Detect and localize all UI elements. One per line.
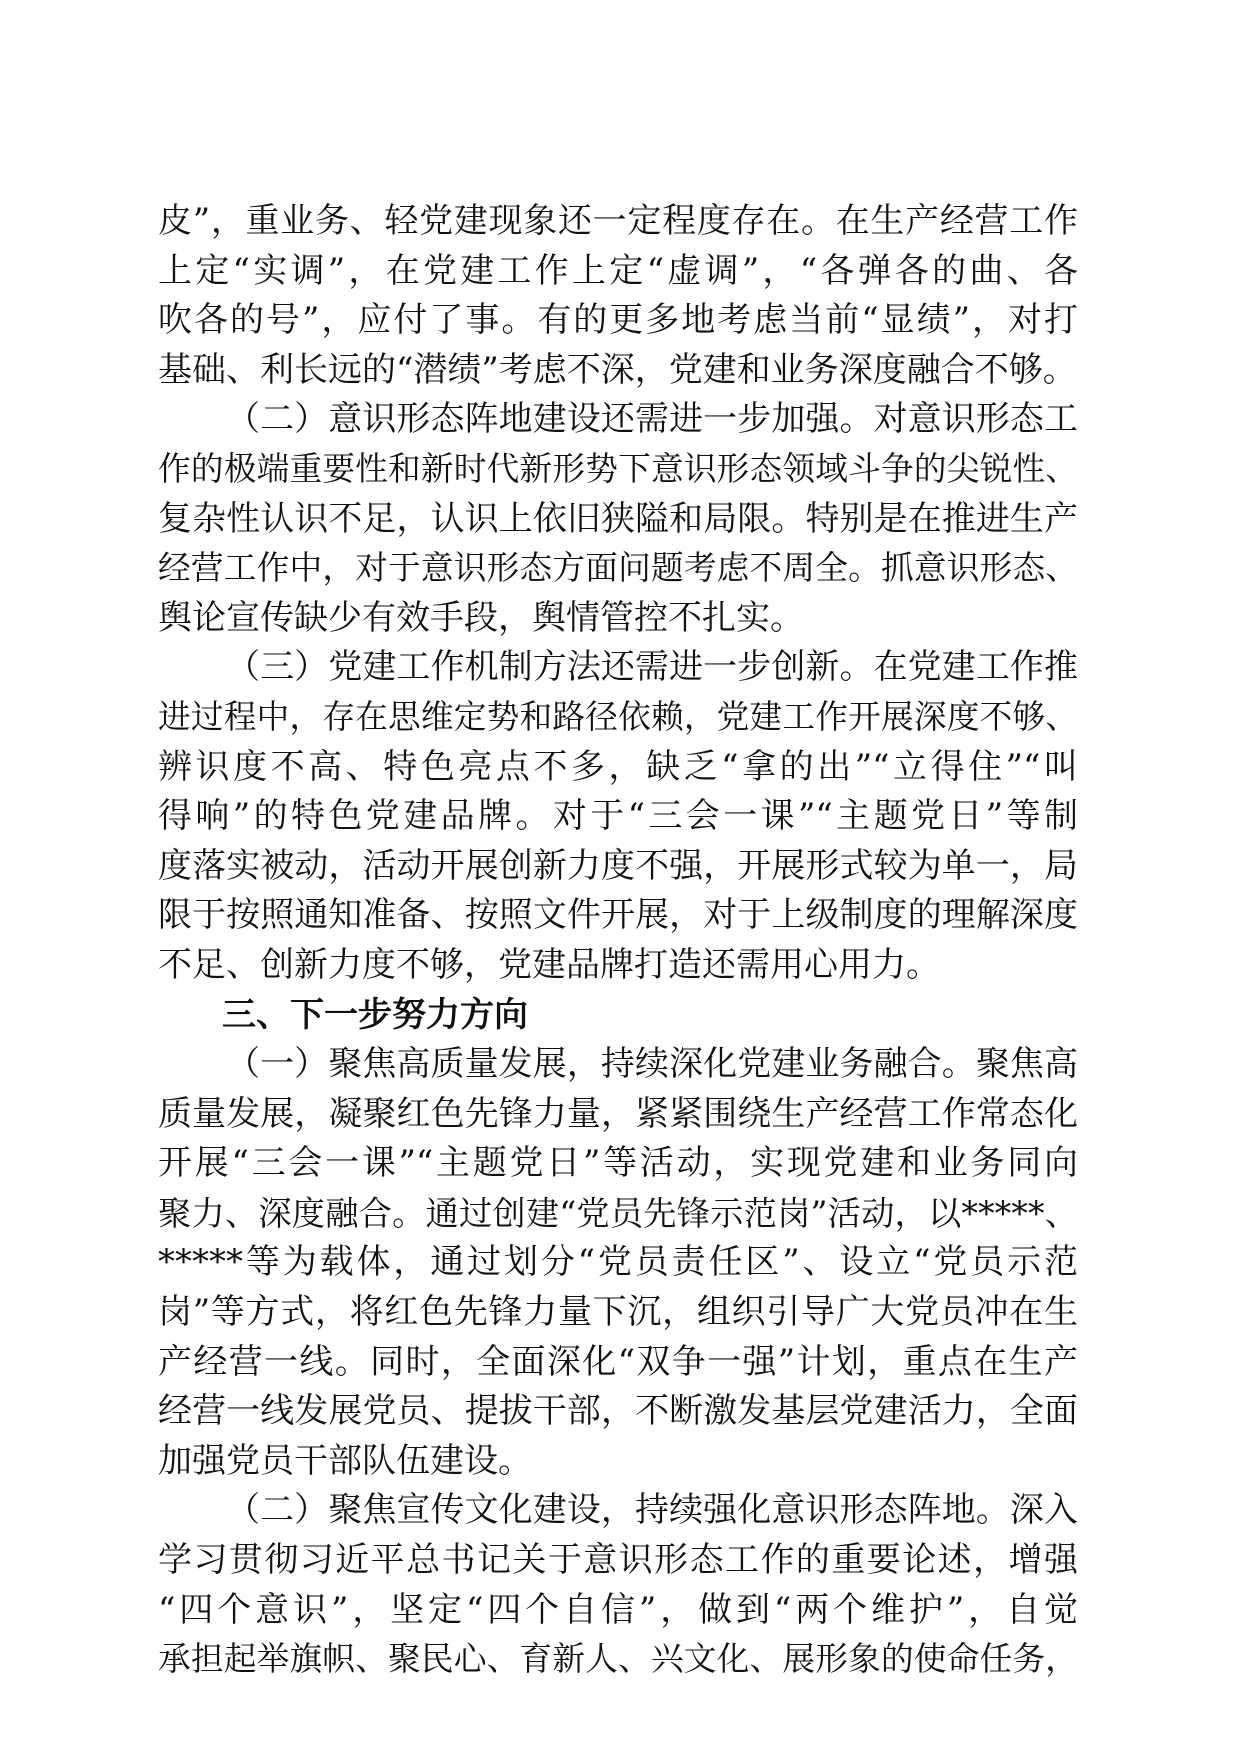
text-line: 作的极端重要性和新时代新形势下意识形态领域斗争的尖锐性、 xyxy=(158,449,1078,488)
text-line: 不足、创新力度不够，党建品牌打造还需用心用力。 xyxy=(158,944,940,985)
text-line: *****等为载体，通过划分“党员责任区”、设立“党员示范 xyxy=(158,1242,1078,1283)
text-line: 聚力、深度融合。通过创建“党员先锋示范岗”活动，以*****、 xyxy=(158,1193,1078,1233)
text-line: 辨识度不高、特色亮点不多，缺乏“拿的出”“立得住”“叫 xyxy=(158,746,1078,787)
section-heading: 三、下一步努力方向 xyxy=(222,994,528,1035)
text-line: 得响”的特色党建品牌。对于“三会一课”“主题党日”等制 xyxy=(158,796,1078,837)
text-line: 承担起举旗帜、聚民心、育新人、兴文化、展形象的使命任务， xyxy=(158,1640,1078,1679)
text-line: （二）意识形态阵地建设还需进一步加强。对意识形态工 xyxy=(226,399,1078,440)
text-line: （二）聚焦宣传文化建设，持续强化意识形态阵地。深入 xyxy=(226,1490,1078,1531)
text-line: 加强党员干部队伍建设。 xyxy=(158,1440,532,1481)
text-line: 上定“实调”，在党建工作上定“虚调”，“各弹各的曲、各 xyxy=(158,250,1078,291)
text-line: 质量发展，凝聚红色先锋力量，紧紧围绕生产经营工作常态化 xyxy=(158,1093,1078,1134)
text-line: 限于按照通知准备、按照文件开展，对于上级制度的理解深度 xyxy=(158,895,1078,936)
text-line: 基础、利长远的“潜绩”考虑不深，党建和业务深度融合不够。 xyxy=(158,349,1077,390)
document-body xyxy=(158,197,1078,1685)
text-line: （三）党建工作机制方法还需进一步创新。在党建工作推 xyxy=(226,647,1078,688)
text-line: 吹各的号”，应付了事。有的更多地考虑当前“显绩”，对打 xyxy=(158,300,1078,341)
text-line: 产经营一线。同时，全面深化“双争一强”计划，重点在生产 xyxy=(158,1341,1078,1382)
text-line: 学习贯彻习近平总书记关于意识形态工作的重要论述，增强 xyxy=(158,1540,1078,1581)
text-line: “四个意识”，坚定“四个自信”，做到“两个维护”，自觉 xyxy=(158,1589,1078,1630)
text-line: 舆论宣传缺少有效手段，舆情管控不扎实。 xyxy=(158,597,804,638)
text-line: 度落实被动，活动开展创新力度不强，开展形式较为单一，局 xyxy=(158,845,1078,886)
text-line: 开展“三会一课”“主题党日”等活动，实现党建和业务同向 xyxy=(158,1143,1078,1184)
text-line: 皮”，重业务、轻党建现象还一定程度存在。在生产经营工作 xyxy=(158,201,1078,241)
text-line: 经营工作中，对于意识形态方面问题考虑不周全。抓意识形态、 xyxy=(158,549,1078,588)
text-line: 经营一线发展党员、提拔干部，不断激发基层党建活力，全面 xyxy=(158,1391,1078,1432)
text-line: （一）聚焦高质量发展，持续深化党建业务融合。聚焦高 xyxy=(226,1044,1078,1085)
text-line: 进过程中，存在思维定势和路径依赖，党建工作开展深度不够、 xyxy=(158,697,1078,736)
text-line: 岗”等方式，将红色先锋力量下沉，组织引导广大党员冲在生 xyxy=(158,1292,1078,1333)
text-line: 复杂性认识不足，认识上依旧狭隘和局限。特别是在推进生产 xyxy=(158,498,1078,539)
